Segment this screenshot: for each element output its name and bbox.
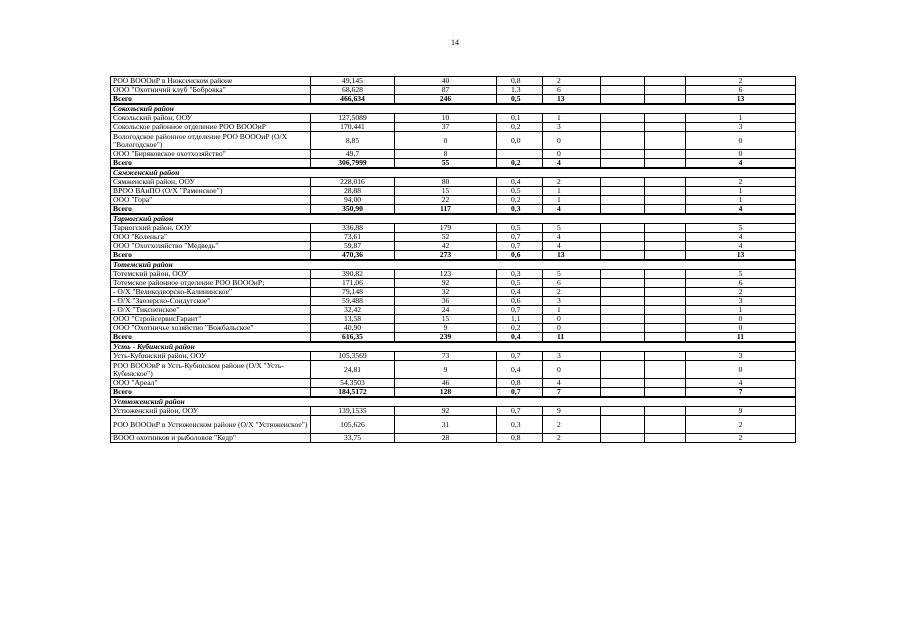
table-row — [111, 242, 796, 251]
empty-cell-b — [645, 324, 686, 333]
area-cell: 24,81 — [311, 361, 395, 379]
area-cell: 466,634 — [311, 95, 395, 105]
count-cell: 15 — [395, 187, 497, 196]
empty-cell-b — [645, 187, 686, 196]
count-cell: 22 — [395, 196, 497, 205]
total-quota-cell: 2 — [686, 178, 796, 187]
count-cell: 117 — [395, 205, 497, 215]
empty-cell-a — [601, 233, 645, 242]
organization-cell: Тарногский район, ООУ — [111, 224, 311, 233]
empty-cell-a — [601, 114, 645, 123]
area-cell: 59,87 — [311, 242, 395, 251]
density-cell: 0,7 — [497, 306, 543, 315]
area-cell: 49,7 — [311, 150, 395, 159]
empty-cell-b — [645, 434, 686, 443]
area-cell: 127,5089 — [311, 114, 395, 123]
quota-cell: 2 — [543, 416, 601, 434]
empty-cell-a — [601, 178, 645, 187]
quota-cell: 4 — [543, 242, 601, 251]
area-cell: 68,628 — [311, 86, 395, 95]
density-cell: 1,1 — [497, 315, 543, 324]
total-quota-cell: 13 — [686, 251, 796, 261]
total-row — [111, 159, 796, 169]
empty-cell-b — [645, 77, 686, 86]
empty-cell-b — [645, 407, 686, 416]
empty-cell-a — [601, 150, 645, 159]
organization-cell: - О/Х "Великодворско-Калининское" — [111, 288, 311, 297]
area-cell: 8,85 — [311, 132, 395, 150]
organization-cell: ООО "Ареал" — [111, 379, 311, 388]
empty-cell-b — [645, 315, 686, 324]
hunting-quota-table — [110, 76, 796, 443]
district-header-row — [111, 214, 796, 224]
organization-cell: ООО "Охотничий клуб "Бобровка" — [111, 86, 311, 95]
table-row — [111, 123, 796, 132]
empty-cell-a — [601, 159, 645, 169]
organization-cell: Тотемский район, ООУ — [111, 270, 311, 279]
empty-cell-a — [601, 224, 645, 233]
density-cell: 0,2 — [497, 159, 543, 169]
count-cell: 42 — [395, 242, 497, 251]
empty-cell-a — [601, 123, 645, 132]
area-cell: 306,7999 — [311, 159, 395, 169]
quota-cell: 2 — [543, 77, 601, 86]
empty-cell-b — [645, 224, 686, 233]
table-row — [111, 297, 796, 306]
quota-cell: 11 — [543, 333, 601, 343]
table-row — [111, 315, 796, 324]
district-header-row — [111, 104, 796, 114]
total-quota-cell: 13 — [686, 95, 796, 105]
table-row — [111, 361, 796, 379]
total-quota-cell: 5 — [686, 270, 796, 279]
count-cell: 10 — [395, 114, 497, 123]
total-quota-cell: 3 — [686, 123, 796, 132]
density-cell — [497, 150, 543, 159]
empty-cell-b — [645, 233, 686, 242]
organization-cell: Всего — [111, 333, 311, 343]
quota-cell: 0 — [543, 361, 601, 379]
empty-cell-a — [601, 196, 645, 205]
organization-cell: Сокольский район, ООУ — [111, 114, 311, 123]
organization-cell: ООО "Коленьга" — [111, 233, 311, 242]
density-cell: 0,8 — [497, 434, 543, 443]
density-cell: 0,6 — [497, 251, 543, 261]
empty-cell-a — [601, 86, 645, 95]
table-row — [111, 306, 796, 315]
district-header-row — [111, 342, 796, 352]
total-quota-cell: 1 — [686, 196, 796, 205]
count-cell: 239 — [395, 333, 497, 343]
area-cell: 40,90 — [311, 324, 395, 333]
table-row — [111, 434, 796, 443]
total-quota-cell: 4 — [686, 205, 796, 215]
count-cell: 9 — [395, 361, 497, 379]
count-cell: 92 — [395, 407, 497, 416]
area-cell: 94,00 — [311, 196, 395, 205]
area-cell: 105,3569 — [311, 352, 395, 361]
empty-cell-b — [645, 242, 686, 251]
empty-cell-b — [645, 333, 686, 343]
area-cell: 350,90 — [311, 205, 395, 215]
empty-cell-b — [645, 352, 686, 361]
table-row — [111, 407, 796, 416]
count-cell: 40 — [395, 77, 497, 86]
total-quota-cell: 1 — [686, 114, 796, 123]
table-row — [111, 279, 796, 288]
quota-cell: 1 — [543, 306, 601, 315]
page-number: 14 — [451, 38, 459, 47]
total-quota-cell: 9 — [686, 407, 796, 416]
empty-cell-a — [601, 388, 645, 398]
area-cell: 184,5172 — [311, 388, 395, 398]
area-cell: 73,61 — [311, 233, 395, 242]
quota-cell: 2 — [543, 434, 601, 443]
quota-cell: 4 — [543, 159, 601, 169]
organization-cell: - О/Х "Тиксненское" — [111, 306, 311, 315]
table-body — [111, 77, 796, 443]
count-cell: 123 — [395, 270, 497, 279]
total-quota-cell: 4 — [686, 379, 796, 388]
area-cell: 105,626 — [311, 416, 395, 434]
organization-cell: Устюженский район, ООУ — [111, 407, 311, 416]
density-cell: 0,8 — [497, 379, 543, 388]
quota-cell: 7 — [543, 388, 601, 398]
empty-cell-b — [645, 114, 686, 123]
table-row — [111, 114, 796, 123]
density-cell: 0,2 — [497, 196, 543, 205]
total-quota-cell: 0 — [686, 150, 796, 159]
district-name: Тотемский район — [111, 260, 796, 270]
total-quota-cell: 2 — [686, 434, 796, 443]
count-cell: 9 — [395, 324, 497, 333]
quota-cell: 5 — [543, 224, 601, 233]
total-quota-cell: 11 — [686, 333, 796, 343]
count-cell: 92 — [395, 279, 497, 288]
empty-cell-b — [645, 270, 686, 279]
area-cell: 170,441 — [311, 123, 395, 132]
empty-cell-a — [601, 306, 645, 315]
area-cell: 390,82 — [311, 270, 395, 279]
density-cell: 0,3 — [497, 416, 543, 434]
count-cell: 36 — [395, 297, 497, 306]
quota-cell: 0 — [543, 150, 601, 159]
count-cell: 32 — [395, 288, 497, 297]
density-cell: 0,2 — [497, 123, 543, 132]
organization-cell: - О/Х "Заозерско-Сондугское" — [111, 297, 311, 306]
district-name: Тарногский район — [111, 214, 796, 224]
area-cell: 32,42 — [311, 306, 395, 315]
organization-cell: ООО "Гора" — [111, 196, 311, 205]
quota-cell: 2 — [543, 288, 601, 297]
density-cell: 0,3 — [497, 205, 543, 215]
density-cell: 0,6 — [497, 297, 543, 306]
total-quota-cell: 0 — [686, 324, 796, 333]
empty-cell-b — [645, 159, 686, 169]
organization-cell: Сямженский район, ООУ — [111, 178, 311, 187]
count-cell: 73 — [395, 352, 497, 361]
area-cell: 470,36 — [311, 251, 395, 261]
count-cell: 273 — [395, 251, 497, 261]
count-cell: 52 — [395, 233, 497, 242]
total-quota-cell: 4 — [686, 233, 796, 242]
density-cell: 0,4 — [497, 288, 543, 297]
empty-cell-a — [601, 270, 645, 279]
area-cell: 79,148 — [311, 288, 395, 297]
total-quota-cell: 1 — [686, 306, 796, 315]
area-cell: 59,488 — [311, 297, 395, 306]
empty-cell-a — [601, 416, 645, 434]
density-cell: 0,8 — [497, 77, 543, 86]
total-row — [111, 333, 796, 343]
density-cell: 0,4 — [497, 178, 543, 187]
count-cell: 46 — [395, 379, 497, 388]
density-cell: 0,4 — [497, 333, 543, 343]
organization-cell: Вологодское районное отделение РОО ВОООиР (О/Х "Вологодское") — [111, 132, 311, 150]
count-cell: 24 — [395, 306, 497, 315]
empty-cell-a — [601, 361, 645, 379]
quota-cell: 4 — [543, 205, 601, 215]
total-quota-cell: 0 — [686, 132, 796, 150]
area-cell: 49,145 — [311, 77, 395, 86]
organization-cell: Усть-Кубинский район, ООУ — [111, 352, 311, 361]
quota-cell: 13 — [543, 251, 601, 261]
total-quota-cell: 1 — [686, 187, 796, 196]
area-cell: 171,06 — [311, 279, 395, 288]
quota-cell: 0 — [543, 324, 601, 333]
empty-cell-b — [645, 196, 686, 205]
empty-cell-b — [645, 279, 686, 288]
density-cell: 0,7 — [497, 388, 543, 398]
density-cell: 0,1 — [497, 114, 543, 123]
organization-cell: Сокольское районное отделение РОО ВОООиР — [111, 123, 311, 132]
district-name: Усть - Кубинский район — [111, 342, 796, 352]
organization-cell: РОО ВОООиР в Устюженском районе (О/Х "Устюженское") — [111, 416, 311, 434]
density-cell: 0,5 — [497, 279, 543, 288]
quota-cell: 3 — [543, 352, 601, 361]
organization-cell: РОО ВОООиР в Усть-Кубинском районе (О/Х "Усть-Кубинское") — [111, 361, 311, 379]
quota-cell: 6 — [543, 86, 601, 95]
table-row — [111, 86, 796, 95]
quota-cell: 3 — [543, 123, 601, 132]
empty-cell-a — [601, 434, 645, 443]
count-cell: 0 — [395, 132, 497, 150]
density-cell: 0,5 — [497, 95, 543, 105]
density-cell: 0,3 — [497, 270, 543, 279]
organization-cell: ВОOО охотников и рыболовов "Кедр" — [111, 434, 311, 443]
empty-cell-b — [645, 86, 686, 95]
density-cell: 0,7 — [497, 352, 543, 361]
empty-cell-a — [601, 251, 645, 261]
organization-cell: ООО "СтройсервисГарант" — [111, 315, 311, 324]
count-cell: 28 — [395, 434, 497, 443]
count-cell: 128 — [395, 388, 497, 398]
empty-cell-a — [601, 297, 645, 306]
empty-cell-a — [601, 279, 645, 288]
table-row — [111, 224, 796, 233]
density-cell: 0,0 — [497, 132, 543, 150]
table-row — [111, 379, 796, 388]
organization-cell: Всего — [111, 251, 311, 261]
count-cell: 246 — [395, 95, 497, 105]
density-cell: 1,3 — [497, 86, 543, 95]
count-cell: 8 — [395, 150, 497, 159]
total-quota-cell: 0 — [686, 315, 796, 324]
district-header-row — [111, 168, 796, 178]
density-cell: 0,5 — [497, 224, 543, 233]
area-cell: 54,3503 — [311, 379, 395, 388]
table-row — [111, 352, 796, 361]
empty-cell-b — [645, 205, 686, 215]
table-row — [111, 187, 796, 196]
organization-cell: ООО "Охотничье хозяйство "Вожбальское" — [111, 324, 311, 333]
quota-cell: 3 — [543, 297, 601, 306]
quota-cell: 0 — [543, 315, 601, 324]
empty-cell-a — [601, 288, 645, 297]
empty-cell-a — [601, 187, 645, 196]
total-row — [111, 95, 796, 105]
density-cell: 0,7 — [497, 242, 543, 251]
density-cell: 0,5 — [497, 187, 543, 196]
total-quota-cell: 2 — [686, 288, 796, 297]
empty-cell-b — [645, 388, 686, 398]
organization-cell: Всего — [111, 95, 311, 105]
organization-cell: Тотемское районное отделение РОО ВОООиР; — [111, 279, 311, 288]
area-cell: 13,58 — [311, 315, 395, 324]
count-cell: 87 — [395, 86, 497, 95]
empty-cell-b — [645, 297, 686, 306]
organization-cell: ВРОО ВАиПО (О/Х "Раменское") — [111, 187, 311, 196]
total-quota-cell: 0 — [686, 361, 796, 379]
total-quota-cell: 2 — [686, 77, 796, 86]
empty-cell-a — [601, 407, 645, 416]
count-cell: 31 — [395, 416, 497, 434]
area-cell: 33,75 — [311, 434, 395, 443]
quota-cell: 1 — [543, 196, 601, 205]
total-row — [111, 388, 796, 398]
density-cell: 0,4 — [497, 361, 543, 379]
organization-cell: РОО ВОООиР в Нюксенском районе — [111, 77, 311, 86]
empty-cell-b — [645, 288, 686, 297]
total-row — [111, 251, 796, 261]
empty-cell-b — [645, 379, 686, 388]
organization-cell: Всего — [111, 159, 311, 169]
quota-cell: 2 — [543, 178, 601, 187]
empty-cell-a — [601, 352, 645, 361]
table-row — [111, 150, 796, 159]
organization-cell: ООО "Охотхозяйство "Медведь" — [111, 242, 311, 251]
quota-cell: 9 — [543, 407, 601, 416]
empty-cell-b — [645, 306, 686, 315]
empty-cell-a — [601, 333, 645, 343]
count-cell: 179 — [395, 224, 497, 233]
area-cell: 616,35 — [311, 333, 395, 343]
district-header-row — [111, 260, 796, 270]
quota-cell: 6 — [543, 279, 601, 288]
district-name: Сямженский район — [111, 168, 796, 178]
area-cell: 228,016 — [311, 178, 395, 187]
empty-cell-b — [645, 95, 686, 105]
empty-cell-a — [601, 132, 645, 150]
district-name: Сокольский район — [111, 104, 796, 114]
quota-cell: 1 — [543, 187, 601, 196]
total-quota-cell: 3 — [686, 352, 796, 361]
table-row — [111, 196, 796, 205]
organization-cell: Всего — [111, 205, 311, 215]
empty-cell-a — [601, 205, 645, 215]
empty-cell-b — [645, 251, 686, 261]
empty-cell-b — [645, 132, 686, 150]
district-header-row — [111, 397, 796, 407]
empty-cell-a — [601, 242, 645, 251]
density-cell: 0,2 — [497, 324, 543, 333]
quota-cell: 4 — [543, 379, 601, 388]
empty-cell-a — [601, 95, 645, 105]
quota-cell: 1 — [543, 114, 601, 123]
empty-cell-b — [645, 416, 686, 434]
quota-cell: 13 — [543, 95, 601, 105]
quota-cell: 0 — [543, 132, 601, 150]
empty-cell-b — [645, 361, 686, 379]
empty-cell-b — [645, 178, 686, 187]
empty-cell-a — [601, 315, 645, 324]
count-cell: 80 — [395, 178, 497, 187]
table-row — [111, 288, 796, 297]
empty-cell-b — [645, 150, 686, 159]
table-row — [111, 270, 796, 279]
total-quota-cell: 3 — [686, 297, 796, 306]
count-cell: 37 — [395, 123, 497, 132]
total-quota-cell: 6 — [686, 279, 796, 288]
quota-cell: 5 — [543, 270, 601, 279]
area-cell: 139,1535 — [311, 407, 395, 416]
organization-cell: Всего — [111, 388, 311, 398]
area-cell: 28,88 — [311, 187, 395, 196]
table-row — [111, 416, 796, 434]
total-quota-cell: 4 — [686, 159, 796, 169]
table-row — [111, 178, 796, 187]
total-quota-cell: 6 — [686, 86, 796, 95]
count-cell: 15 — [395, 315, 497, 324]
table-row — [111, 324, 796, 333]
table-row — [111, 233, 796, 242]
empty-cell-a — [601, 77, 645, 86]
density-cell: 0,7 — [497, 407, 543, 416]
empty-cell-a — [601, 324, 645, 333]
total-quota-cell: 5 — [686, 224, 796, 233]
total-quota-cell: 2 — [686, 416, 796, 434]
quota-cell: 4 — [543, 233, 601, 242]
total-row — [111, 205, 796, 215]
table-row — [111, 77, 796, 86]
area-cell: 336,88 — [311, 224, 395, 233]
district-name: Устюженский район — [111, 397, 796, 407]
total-quota-cell: 7 — [686, 388, 796, 398]
empty-cell-a — [601, 379, 645, 388]
density-cell: 0,7 — [497, 233, 543, 242]
empty-cell-b — [645, 123, 686, 132]
organization-cell: ООО "Биряковское охотхозяйство" — [111, 150, 311, 159]
total-quota-cell: 4 — [686, 242, 796, 251]
count-cell: 55 — [395, 159, 497, 169]
table-row — [111, 132, 796, 150]
